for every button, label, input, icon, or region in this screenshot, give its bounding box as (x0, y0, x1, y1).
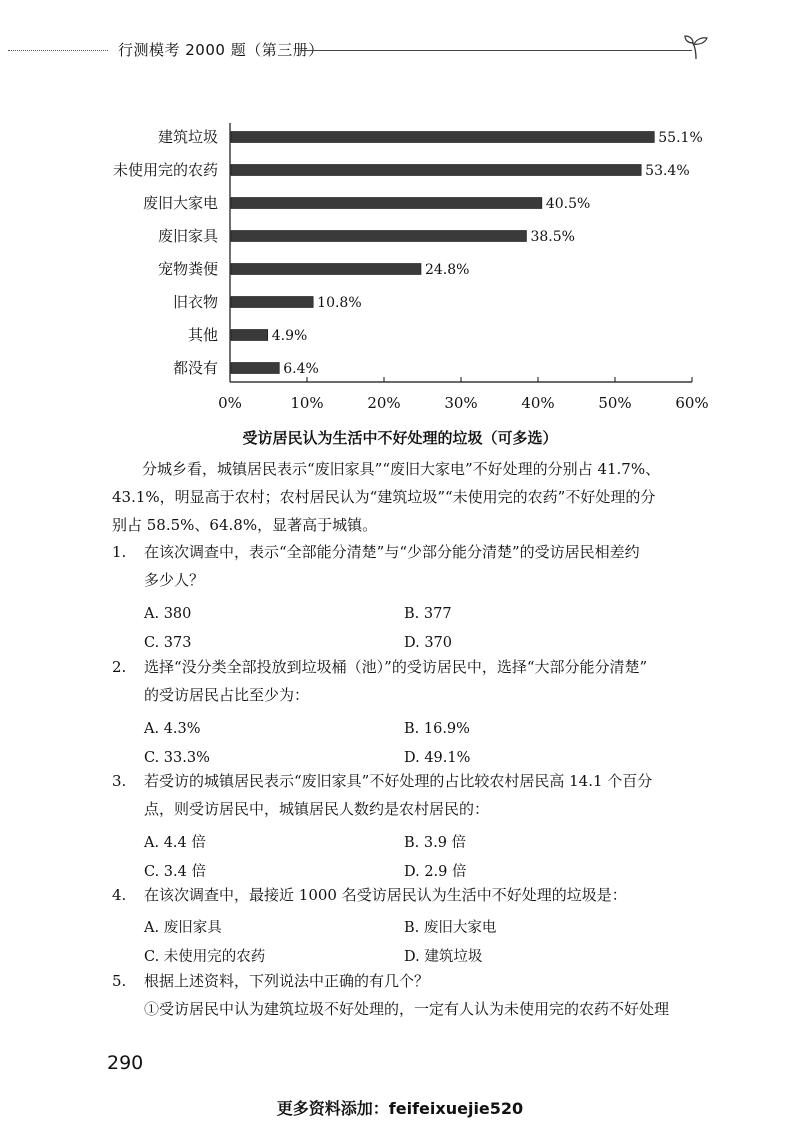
question-stem (144, 767, 714, 823)
option-d[interactable]: D. 370 (404, 635, 453, 651)
value-label: 55.1% (658, 130, 703, 146)
x-tick-label: 20% (367, 394, 401, 412)
option-c[interactable]: C. 373 (144, 635, 192, 651)
question-number: 3. (112, 772, 127, 790)
category-label: 建筑垃圾 (157, 128, 218, 146)
stem-line: 在该次调查中，最接近 1000 名受访居民认为生活中不好处理的垃圾是： (144, 886, 627, 904)
x-tick-label: 0% (218, 394, 242, 412)
stem-line: 若受访的城镇居民表示“废旧家具”不好处理的占比较农村居民高 14.1 个百分 (144, 772, 653, 790)
category-label: 废旧家具 (157, 227, 218, 245)
option-c[interactable]: C. 未使用完的农药 (144, 949, 266, 965)
bar (231, 330, 268, 341)
x-tick-label: 30% (444, 394, 478, 412)
paragraph-line: 43.1%，明显高于农村；农村居民认为“建筑垃圾”“未使用完的农药”不好处理的分 (112, 488, 656, 506)
category-label: 都没有 (172, 359, 218, 377)
header-rule (300, 50, 692, 51)
option-a[interactable]: A. 废旧家具 (144, 920, 222, 936)
option-b[interactable]: B. 16.9% (404, 721, 470, 737)
option-b[interactable]: B. 377 (404, 606, 452, 622)
footer-note: 更多资料添加：feifeixuejie520 (276, 1099, 524, 1118)
question-stem (144, 653, 714, 709)
x-tick-label: 50% (598, 394, 632, 412)
category-label: 未使用完的农药 (112, 161, 218, 179)
header-dotted-rule (8, 50, 108, 51)
category-label: 宠物粪便 (157, 260, 218, 278)
option-a[interactable]: A. 4.4 倍 (144, 835, 206, 851)
question-stem (144, 538, 714, 594)
category-label: 旧衣物 (172, 293, 218, 311)
x-tick-label: 10% (290, 394, 324, 412)
question-number: 2. (112, 658, 127, 676)
value-label: 6.4% (283, 361, 319, 377)
book-title: 行测模考 2000 题（第三册） (118, 41, 324, 59)
value-label: 10.8% (317, 295, 362, 311)
bar (231, 132, 654, 143)
option-c[interactable]: C. 3.4 倍 (144, 864, 206, 880)
question-number: 5. (112, 972, 127, 990)
stem-line: 的受访居民占比至少为： (144, 686, 310, 704)
category-label: 废旧大家电 (142, 194, 218, 212)
category-label: 其他 (187, 326, 218, 344)
bar (231, 198, 542, 209)
chart-title: 受访居民认为生活中不好处理的垃圾（可多选） (242, 429, 558, 447)
option-b[interactable]: B. 3.9 倍 (404, 835, 467, 851)
question-stem (144, 967, 714, 1023)
x-tick-label: 40% (521, 394, 555, 412)
page-number: 290 (107, 1052, 144, 1074)
bar (231, 297, 313, 308)
bar (231, 264, 421, 275)
running-header (0, 34, 800, 64)
stem-line: 在该次调查中，表示“全部能分清楚”与“少部分能分清楚”的受访居民相差约 (144, 543, 640, 561)
stem-line: 根据上述资料，下列说法中正确的有几个？ (144, 972, 430, 990)
option-a[interactable]: A. 380 (144, 606, 192, 622)
question-stem (144, 881, 714, 909)
paragraph-line: 分城乡看，城镇居民表示“废旧家具”“废旧大家电”不好处理的分别占 41.7%、 (142, 460, 661, 478)
value-label: 4.9% (271, 328, 308, 344)
question-number: 4. (112, 886, 127, 904)
stem-line: 多少人？ (144, 571, 205, 589)
option-d[interactable]: D. 2.9 倍 (404, 864, 467, 880)
option-c[interactable]: C. 33.3% (144, 750, 210, 766)
stem-line: 点，则受访居民中，城镇居民人数约是农村居民的： (144, 800, 490, 818)
value-label: 24.8% (424, 262, 470, 278)
bar (231, 363, 279, 374)
option-a[interactable]: A. 4.3% (144, 721, 201, 737)
bar (231, 165, 641, 176)
bar-chart (0, 110, 800, 420)
stem-line: 选择“没分类全部投放到垃圾桶（池）”的受访居民中，选择“大部分能分清楚” (144, 658, 648, 676)
bar (231, 231, 526, 242)
analysis-paragraph (112, 455, 712, 539)
value-label: 40.5% (545, 196, 591, 212)
option-d[interactable]: D. 建筑垃圾 (404, 949, 483, 965)
value-label: 53.4% (645, 163, 690, 179)
question-number: 1. (112, 543, 127, 561)
stem-line: ①受访居民中认为建筑垃圾不好处理的，一定有人认为未使用完的农药不好处理 (144, 1000, 670, 1018)
sprout-icon (682, 34, 710, 60)
value-label: 38.5% (530, 229, 575, 245)
option-b[interactable]: B. 废旧大家电 (404, 920, 497, 936)
paragraph-line: 别占 58.5%、64.8%，显著高于城镇。 (112, 516, 378, 534)
x-tick-label: 60% (675, 394, 709, 412)
option-d[interactable]: D. 49.1% (404, 750, 471, 766)
